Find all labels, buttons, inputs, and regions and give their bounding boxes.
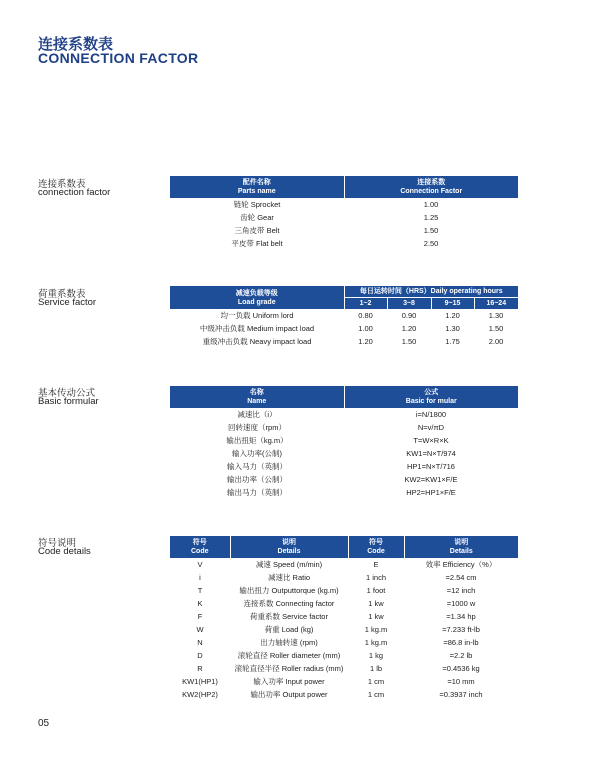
column-header: 名称 Name — [170, 386, 344, 408]
formula-table — [170, 386, 518, 499]
column-header: 配件名称 Parts name — [170, 176, 344, 198]
table-row: 中级冲击负载 Medium impact load 1.00 1.20 1.30 1.50 — [199, 324, 504, 333]
table-row: 平皮带 Flat belt 2.50 — [231, 239, 439, 248]
column-header: 减速负载等级 Load grade — [170, 286, 344, 309]
table-row: 重级冲击负载 Neavy impact load 1.20 1.50 1.75 2.00 — [202, 337, 504, 346]
table-row: N 出力轴转速 (rpm) 1 kg.m =86.8 in-lb — [197, 638, 479, 647]
table-row: 回转速度（rpm） N=v/πD — [228, 423, 445, 432]
table-row: 均一负载 Uniform lord 0.80 0.90 1.20 1.30 — [220, 311, 504, 320]
table-row: 链轮 Sprocket 1.00 — [233, 200, 439, 209]
table-row: F 荷重系数 Service factor 1 kw =1.34 hp — [197, 612, 476, 621]
page-number: 05 — [38, 718, 50, 729]
section-label-en: Basic formular — [38, 396, 99, 407]
column-header: 公式 Basic for mular — [344, 386, 518, 408]
table-row: 输出马力（英制） HP2=HP1×F/E — [227, 488, 456, 497]
page-title-en: CONNECTION FACTOR — [38, 50, 199, 66]
table-row: 输入功率(公制) KW1=N×T/974 — [232, 449, 456, 458]
table-row: 输出功率（公制） KW2=KW1×F/E — [227, 475, 458, 484]
column-subheader: 1~2 — [344, 298, 387, 310]
section-label-en: Service factor — [38, 297, 97, 308]
column-header: 说明 Details — [404, 536, 518, 558]
table-row: W 荷重 Load (kg) 1 kg.m =7.233 ft-lb — [196, 625, 480, 634]
table-row: 输出扭矩（kg.m） T=W×R×K — [226, 436, 449, 445]
table-row: 输入马力（英制） HP1=N×T/716 — [227, 462, 455, 471]
column-header: 符号 Code — [348, 536, 404, 558]
section-label-en: connection factor — [38, 187, 111, 198]
table-row: 三角皮带 Belt 1.50 — [234, 226, 439, 235]
service-factor-table — [170, 286, 518, 348]
column-subheader: 3~8 — [387, 298, 431, 310]
table-row: i 减速比 Ratio 1 inch =2.54 cm — [199, 573, 477, 582]
table-row: KW1(HP1) 输入功率 Input power 1 cm =10 mm — [182, 677, 475, 686]
section-label-en: Code details — [38, 546, 91, 557]
column-subheader: 16~24 — [474, 298, 518, 310]
code-details-table — [170, 536, 518, 701]
column-header: 符号 Code — [170, 536, 230, 558]
page-title-cn: 连接系数表 — [38, 35, 114, 53]
column-header: 说明 Details — [230, 536, 348, 558]
table-row: D 滚轮直径 Roller diameter (mm) 1 kg =2.2 lb — [197, 651, 473, 660]
table-row: V 减速 Speed (m/min) E 效率 Efficiency（%） — [197, 560, 497, 569]
table-row: K 连接系数 Connecting factor 1 kw =1000 w — [197, 599, 476, 608]
column-header: 连接系数 Connection Factor — [344, 176, 518, 198]
table-row: T 输出扭力 Outputtorque (kg.m) 1 foot =12 inch — [197, 586, 476, 595]
table-row: KW2(HP2) 输出功率 Output power 1 cm =0.3937 inch — [182, 690, 483, 699]
section-label-cn: 基本传动公式 — [38, 388, 96, 399]
section-label-cn: 符号说明 — [38, 538, 77, 549]
section-label-cn: 连接系数表 — [38, 179, 86, 190]
section-label-cn: 荷重系数表 — [38, 289, 86, 300]
column-header: 每日运转时间（HRS）Daily operating hours — [344, 286, 518, 298]
table-row: 齿轮 Gear 1.25 — [240, 213, 439, 222]
table-row: R 滚轮直径半径 Roller radius (mm) 1 lb =0.4536 kg — [197, 664, 480, 673]
column-subheader: 9~15 — [431, 298, 474, 310]
connection-factor-table — [170, 176, 518, 250]
table-row: 减速比（i） i=N/1800 — [237, 410, 447, 419]
